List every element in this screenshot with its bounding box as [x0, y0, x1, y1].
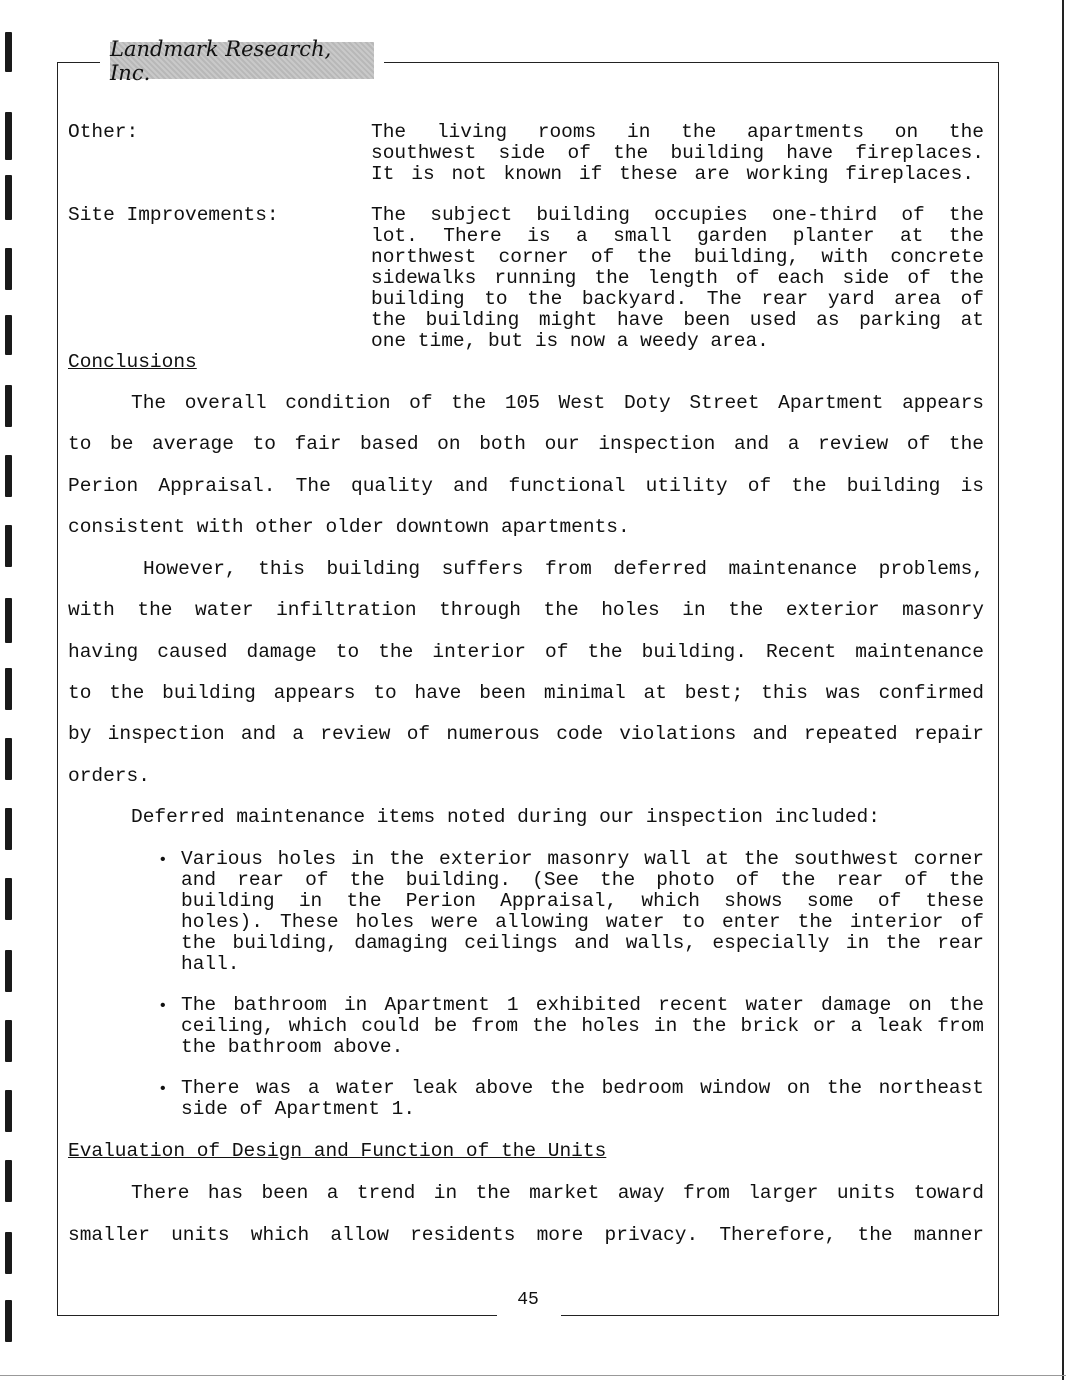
binder-mark [5, 315, 12, 355]
bullet-line: the bathroom above. [181, 1036, 404, 1058]
bullet-line: hall. [181, 953, 240, 975]
binder-mark [5, 878, 12, 920]
conclusions-line: by inspection and a review of numerous code violations and repeated repair [68, 723, 984, 745]
evaluation-line: There has been a trend in the market away from larger units toward [131, 1182, 984, 1204]
evaluation-line: smaller units which allow residents more privacy. Therefore, the manner [68, 1224, 984, 1246]
binder-mark [5, 598, 12, 643]
conclusions-line: to the building appears to have been minimal at best; this was confirmed [68, 682, 984, 704]
other-label: Other: [68, 121, 139, 143]
conclusions-line: Perion Appraisal. The quality and functional utility of the building is [68, 475, 984, 497]
page-edge [1062, 0, 1064, 1380]
binder-mark [5, 1020, 12, 1062]
binder-mark [5, 1160, 12, 1202]
site-line: northwest corner of the building, with concrete [371, 246, 984, 268]
conclusions-line: to be average to fair based on both our inspection and a review of the [68, 433, 984, 455]
conclusions-line: The overall condition of the 105 West Doty Street Apartment appears [131, 392, 984, 414]
binder-mark [5, 808, 12, 850]
bullet-line: ceiling, which could be from the holes in the brick or a leak from [181, 1015, 984, 1037]
binder-mark [5, 112, 12, 160]
bullet-line: and rear of the building. (See the photo of the rear of the [181, 869, 984, 891]
site-line: one time, but is now a weedy area. [371, 330, 769, 352]
bullet-dot: • [158, 997, 168, 1015]
conclusions-line: consistent with other older downtown apartments. [68, 516, 630, 538]
site-line: building to the backyard. The rear yard area of [371, 288, 984, 310]
site-line: sidewalks running the length of each side of the [371, 267, 984, 289]
bullet-line: Various holes in the exterior masonry wall at the southwest corner [181, 848, 984, 870]
page-number: 45 [498, 1290, 558, 1310]
bullet-line: There was a water leak above the bedroom window on the northeast [181, 1077, 984, 1099]
binder-mark [5, 1300, 12, 1342]
bullet-line: The bathroom in Apartment 1 exhibited recent water damage on the [181, 994, 984, 1016]
site-line: the building might have been used as parking at [371, 309, 984, 331]
conclusions-line: with the water infiltration through the holes in the exterior masonry [68, 599, 984, 621]
page-edge-bottom [0, 1375, 1066, 1376]
binder-mark [5, 738, 12, 780]
logo-text: Landmark Research, Inc. [110, 36, 332, 85]
binder-mark [5, 668, 12, 710]
bullet-dot: • [158, 1080, 168, 1098]
binder-mark [5, 1090, 12, 1132]
conclusions-line: having caused damage to the interior of the building. Recent maintenance [68, 641, 984, 663]
site-line: lot. There is a small garden planter at the [371, 225, 984, 247]
conclusions-line: However, this building suffers from deferred maintenance problems, [143, 558, 984, 580]
bullet-dot: • [158, 851, 168, 869]
binder-mark [5, 385, 12, 427]
binder-mark [5, 525, 12, 567]
binder-mark [5, 175, 12, 220]
deferred-intro: Deferred maintenance items noted during our inspection included: [131, 806, 880, 828]
site-line: The subject building occupies one-third of the [371, 204, 984, 226]
binder-mark [5, 950, 12, 992]
company-logo [110, 36, 374, 85]
binder-mark [5, 32, 12, 72]
evaluation-heading: Evaluation of Design and Function of the Units [68, 1140, 607, 1162]
other-line: It is not known if these are working fireplaces. [371, 163, 974, 185]
other-line: The living rooms in the apartments on the [371, 121, 984, 143]
bullet-line: the building, damaging ceilings and walls, especially in the rear [181, 932, 984, 954]
conclusions-line: orders. [68, 765, 150, 787]
bullet-line: building in the Perion Appraisal, which shows some of these [181, 890, 984, 912]
bullet-line: holes). These holes were allowing water to enter the interior of [181, 911, 984, 933]
site-label: Site Improvements: [68, 204, 279, 226]
bullet-line: side of Apartment 1. [181, 1098, 416, 1120]
binder-mark [5, 1232, 12, 1274]
binder-mark [5, 248, 12, 290]
binder-mark [5, 455, 12, 497]
other-line: southwest side of the building have fireplaces. [371, 142, 984, 164]
conclusions-heading: Conclusions [68, 351, 197, 373]
